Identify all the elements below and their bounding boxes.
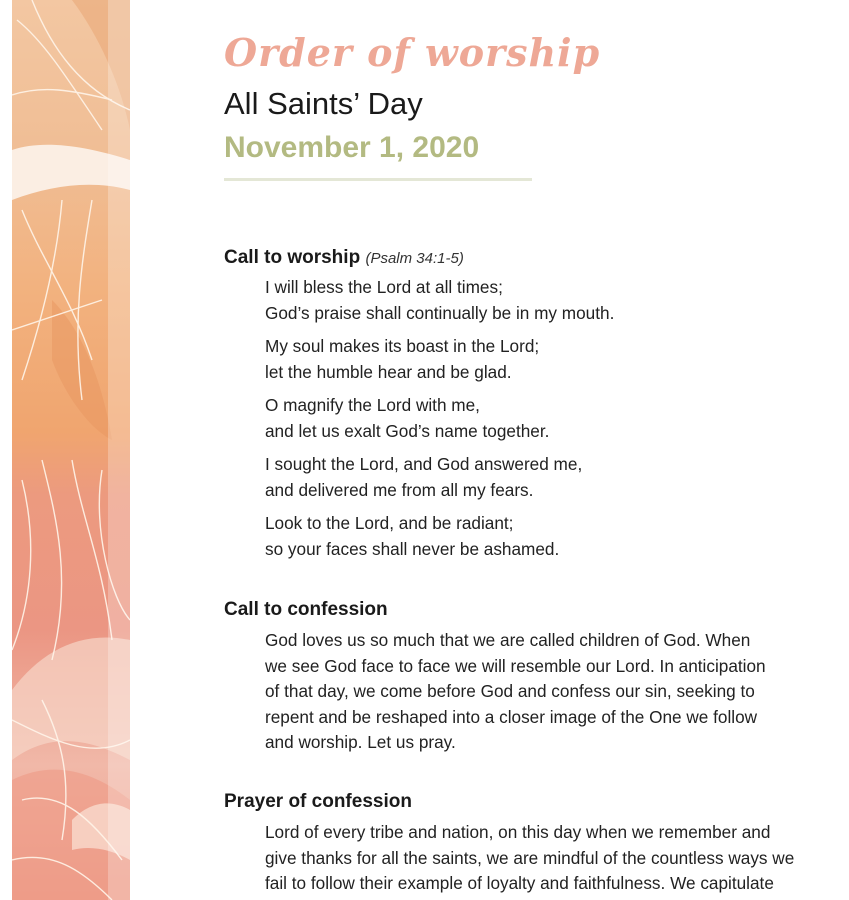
paragraph-line: give thanks for all the saints, we are mindful of the countless ways we [265,847,795,868]
service-date: November 1, 2020 [224,131,480,164]
stanza [265,334,614,385]
divider [224,178,532,181]
stanza-line: I will bless the Lord at all times; [265,277,503,297]
heading-text: Call to confession [224,599,388,620]
section-prayer-of-confession [224,790,794,897]
paragraph-line: fail to follow their example of loyalty and faithfulness. We capitulate [265,873,774,893]
heading-text: Call to worship [224,247,361,268]
script-title: Order of worship [224,30,601,75]
stanza-line: I sought the Lord, and God answered me, [265,454,583,474]
stanza-line: let the humble hear and be glad. [265,361,512,382]
scripture-reference: (Psalm 34:1-5) [365,250,464,267]
stanza-line: and delivered me from all my fears. [265,479,534,500]
section-call-to-confession [224,598,766,756]
paragraph-line: God loves us so much that we are called children of God. When [265,630,751,650]
paragraph-line: Lord of every tribe and nation, on this day when we remember and [265,822,771,842]
stanza-line: God’s praise shall continually be in my mouth. [265,302,615,323]
stanza [265,393,614,444]
paragraph-line: repent and be reshaped into a closer image of the One we follow [265,706,758,727]
stanza [265,275,614,326]
paragraph-line: of that day, we come before God and confess our sin, seeking to [265,681,755,701]
section-body [265,628,766,756]
section-body [265,820,794,897]
subtitle: All Saints’ Day [224,86,423,121]
section-call-to-worship [224,246,614,570]
stanza [265,452,614,503]
heading-text: Prayer of confession [224,791,412,812]
stanza-line: so your faces shall never be ashamed. [265,538,560,559]
section-heading [224,598,766,622]
decorative-leaf-border [12,0,130,900]
stanza-line: and let us exalt God’s name together. [265,420,550,441]
section-heading [224,246,614,271]
stanza-line: O magnify the Lord with me, [265,395,480,415]
header [224,30,839,181]
stanza-line: My soul makes its boast in the Lord; [265,336,540,356]
section-heading [224,790,794,814]
order-of-worship-document [224,30,839,893]
stanza-line: Look to the Lord, and be radiant; [265,513,514,533]
paragraph-line: we see God face to face we will resemble our Lord. In anticipation [265,655,766,676]
paragraph-line: and worship. Let us pray. [265,732,456,752]
stanza [265,511,614,562]
section-body [265,275,614,562]
